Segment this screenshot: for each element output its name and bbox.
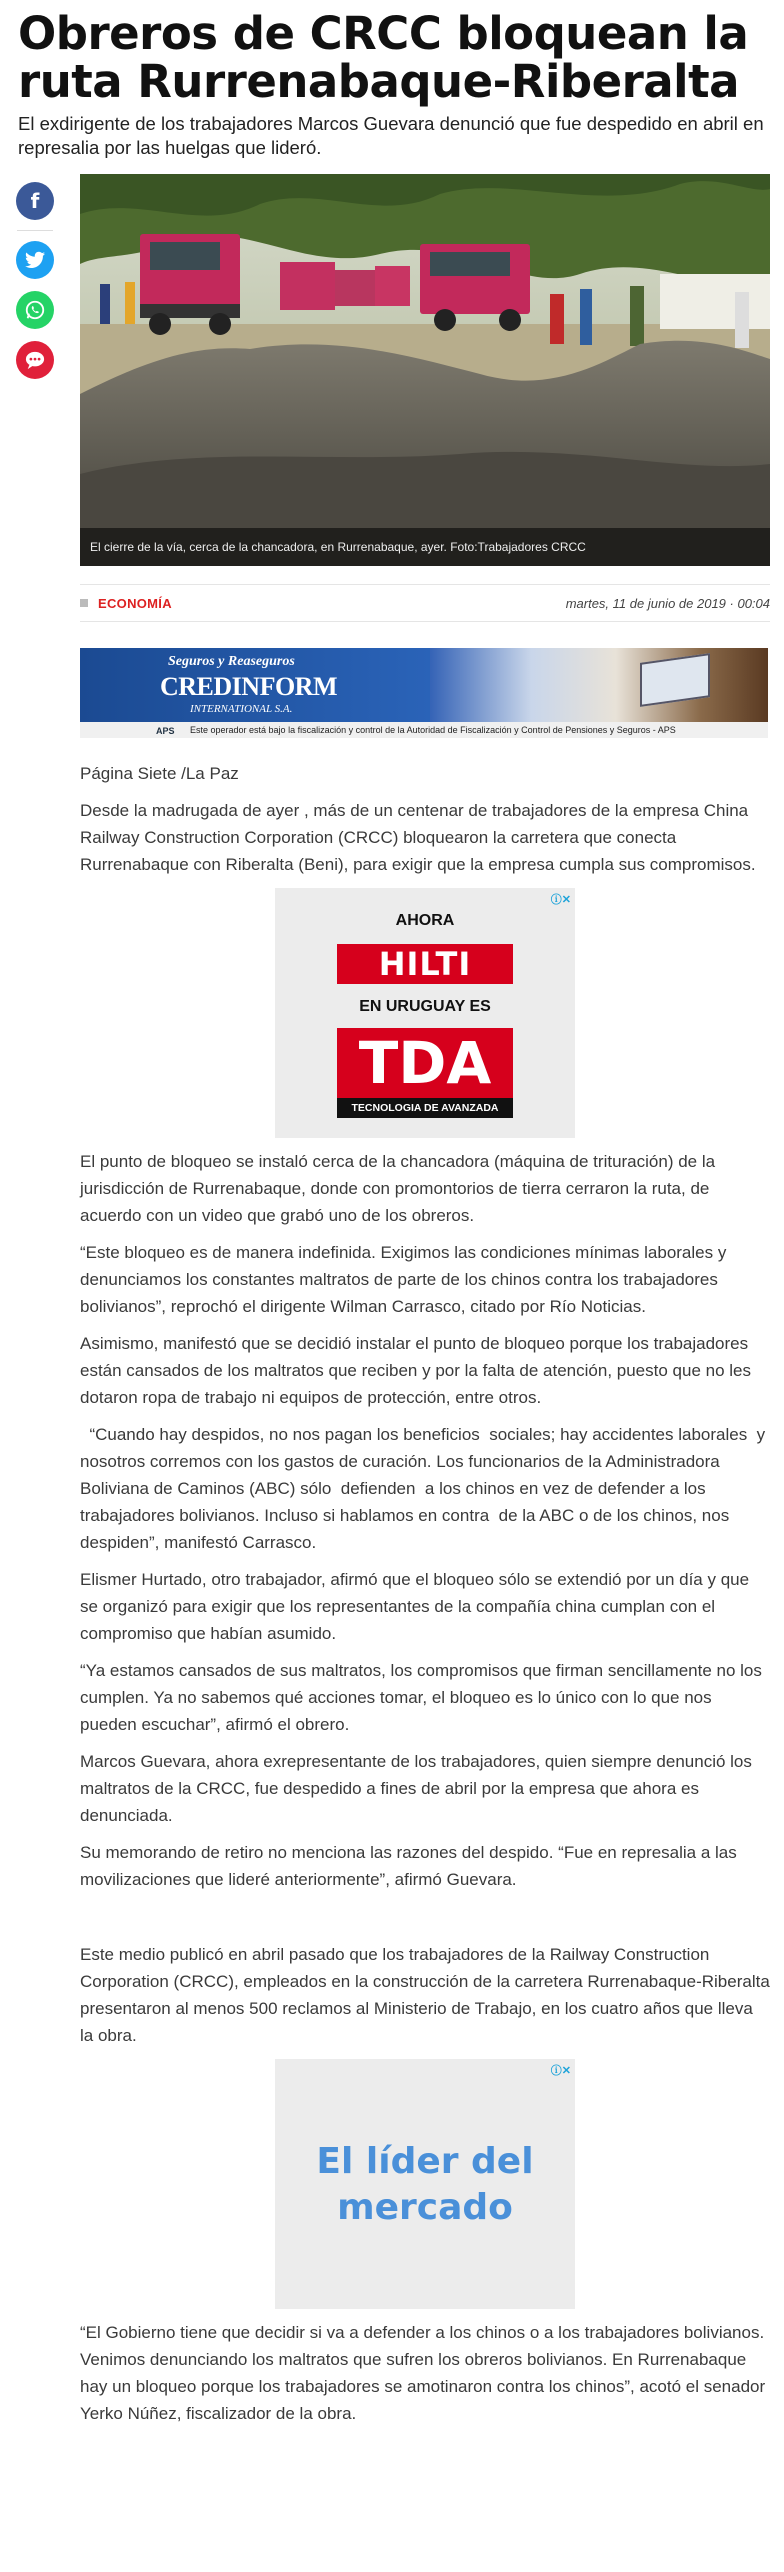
adchoices-icon[interactable]: ⓘ✕ bbox=[550, 894, 571, 906]
article-paragraph: Elismer Hurtado, otro trabajador, afirmó que el bloqueo sólo se extendió por un día y que se organizó para exigir que los representantes de la compañía china cumplan con el compromiso que habían asumido. bbox=[80, 1570, 750, 1643]
banner-aps-logo: APS bbox=[156, 726, 175, 736]
tda-logo-text: TDA bbox=[358, 1029, 492, 1097]
photo-scene bbox=[80, 174, 770, 566]
banner-brand: CREDINFORM bbox=[160, 672, 337, 701]
article-paragraph: “Cuando hay despidos, no nos pagan los beneficios sociales; hay accidentes laborales y nosotros corremos con los gastos de curación. Los funcionarios de la Administradora Boliviana de Caminos (ABC) sólo defienden a los chinos en vez de defender a los trabajadores bolivianos. Incluso si hablamos en contra de la ABC o de los chinos, nos despiden”, manifestó Carrasco. bbox=[80, 1425, 770, 1552]
ad-hilti-line1: AHORA bbox=[395, 912, 455, 929]
category-text: ECONOMÍA bbox=[98, 595, 172, 611]
article-source: Página Siete /La Paz bbox=[80, 764, 239, 783]
article-paragraph: “Este bloqueo es de manera indefinida. Exigimos las condiciones mínimas laborales y denunciamos los constantes maltratos de parte de los chinos contra los trabajadores bolivianos”, reprochó el dirigente Wilman Carrasco, citado por Río Noticias. bbox=[80, 1243, 727, 1316]
article-photo[interactable] bbox=[80, 174, 770, 566]
facebook-share-button[interactable] bbox=[16, 182, 54, 220]
tda-logo-sub: TECNOLOGIA DE AVANZADA bbox=[337, 1098, 513, 1118]
article-meta bbox=[80, 584, 770, 622]
article-paragraph: Asimismo, manifestó que se decidió instalar el punto de bloqueo porque los trabajadores están cansados de los maltratos que reciben y por la falta de atención, puesto que no les dotaron ropa de trabajo ni equipos de protección, entre otros. bbox=[80, 1334, 751, 1407]
article-paragraph: El punto de bloqueo se instaló cerca de la chancadora (máquina de trituración) de la jurisdicción de Rurrenabaque, donde con promontorios de tierra cerraron la ruta, de acuerdo con un video que grabó uno de los obreros. bbox=[80, 1152, 716, 1225]
ad-leader-line2: mercado bbox=[337, 2187, 513, 2228]
article-paragraph: Desde la madrugada de ayer , más de un centenar de trabajadores de la empresa China Railway Construction Corporation (CRCC) bloquearon la carretera que conecta Rurrenabaque con Riberalta (Beni), para exigir que la empresa cumpla sus compromisos. bbox=[80, 801, 756, 874]
tda-logo bbox=[337, 1028, 513, 1118]
category-label[interactable] bbox=[80, 596, 172, 611]
share-divider bbox=[17, 230, 53, 231]
publish-date: martes, 11 de junio de 2019 · 00:04 bbox=[565, 595, 770, 611]
banner-footer: Este operador está bajo la fiscalización y control de la Autoridad de Fiscalización y Control de Pensiones y Seguros - APS bbox=[80, 722, 768, 738]
facebook-icon: f bbox=[30, 189, 40, 213]
article-content bbox=[80, 760, 770, 2427]
banner-brand-sub: INTERNATIONAL S.A. bbox=[190, 703, 293, 715]
whatsapp-icon bbox=[24, 299, 46, 321]
whatsapp-share-button[interactable] bbox=[16, 291, 54, 329]
ad-leader-line1: El líder del bbox=[316, 2141, 534, 2182]
hilti-logo: HILTI bbox=[337, 944, 513, 984]
article-title: Obreros de CRCC bloquean la ruta Rurrenabaque-Riberalta bbox=[18, 7, 749, 108]
spacer bbox=[80, 1903, 770, 1941]
article-paragraph: Su memorando de retiro no menciona las razones del despido. “Fue en represalia a las movilizaciones que lideré anteriormente”, afirmó Guevara. bbox=[80, 1843, 737, 1889]
twitter-icon bbox=[25, 251, 45, 269]
article-header bbox=[0, 0, 784, 160]
comments-button[interactable] bbox=[16, 341, 54, 379]
photo-caption: El cierre de la vía, cerca de la chancadora, en Rurrenabaque, ayer. Foto:Trabajadores CRCC bbox=[80, 528, 770, 566]
banner-tagline: Seguros y Reaseguros bbox=[168, 654, 295, 669]
comment-icon bbox=[24, 350, 46, 370]
twitter-share-button[interactable] bbox=[16, 241, 54, 279]
article-main bbox=[80, 174, 770, 2427]
ad-hilti[interactable] bbox=[275, 888, 575, 1138]
adchoices-icon[interactable]: ⓘ✕ bbox=[550, 2065, 571, 2077]
banner-photo-panel bbox=[430, 648, 768, 722]
article-lead: El exdirigente de los trabajadores Marcos Guevara denunció que fue despedido en abril en represalia por las huelgas que lideró. bbox=[18, 113, 764, 158]
article-paragraph: “Ya estamos cansados de sus maltratos, los compromisos que firman sencillamente no los cumplen. Ya no sabemos qué acciones tomar, el bloqueo es lo único con lo que nos pueden escuchar”, afirmó el obrero. bbox=[80, 1661, 762, 1734]
ad-leader-text bbox=[275, 2139, 575, 2231]
article-paragraph: Este medio publicó en abril pasado que los trabajadores de la Railway Construction Corporation (CRCC), empleados en la construcción de la carretera Rurrenabaque-Riberalta presentaron al menos 500 reclamos al Ministerio de Trabajo, en los cuatro años que lleva la obra. bbox=[80, 1945, 770, 2045]
ad-hilti-line2: EN URUGUAY ES bbox=[359, 998, 491, 1015]
ad-leader[interactable] bbox=[275, 2059, 575, 2309]
article-paragraph: “El Gobierno tiene que decidir si va a defender a los chinos o a los trabajadores bolivianos. Venimos denunciando los maltratos que sufren los obreros bolivianos. En Rurrenabaque hay un bloqueo porque los trabajadores se amotinaron contra los chinos”, acotó el senador Yerko Núñez, fiscalizador de la obra. bbox=[80, 2323, 766, 2423]
banner-ad-credinform[interactable] bbox=[80, 648, 768, 738]
article-paragraph: Marcos Guevara, ahora exrepresentante de los trabajadores, quien siempre denunció los maltratos de la CRCC, fue despedido a fines de abril por la empresa que ahora es denunciada. bbox=[80, 1752, 752, 1825]
article-body-wrap bbox=[0, 174, 784, 2427]
share-bar bbox=[16, 182, 56, 391]
category-marker bbox=[80, 599, 88, 607]
